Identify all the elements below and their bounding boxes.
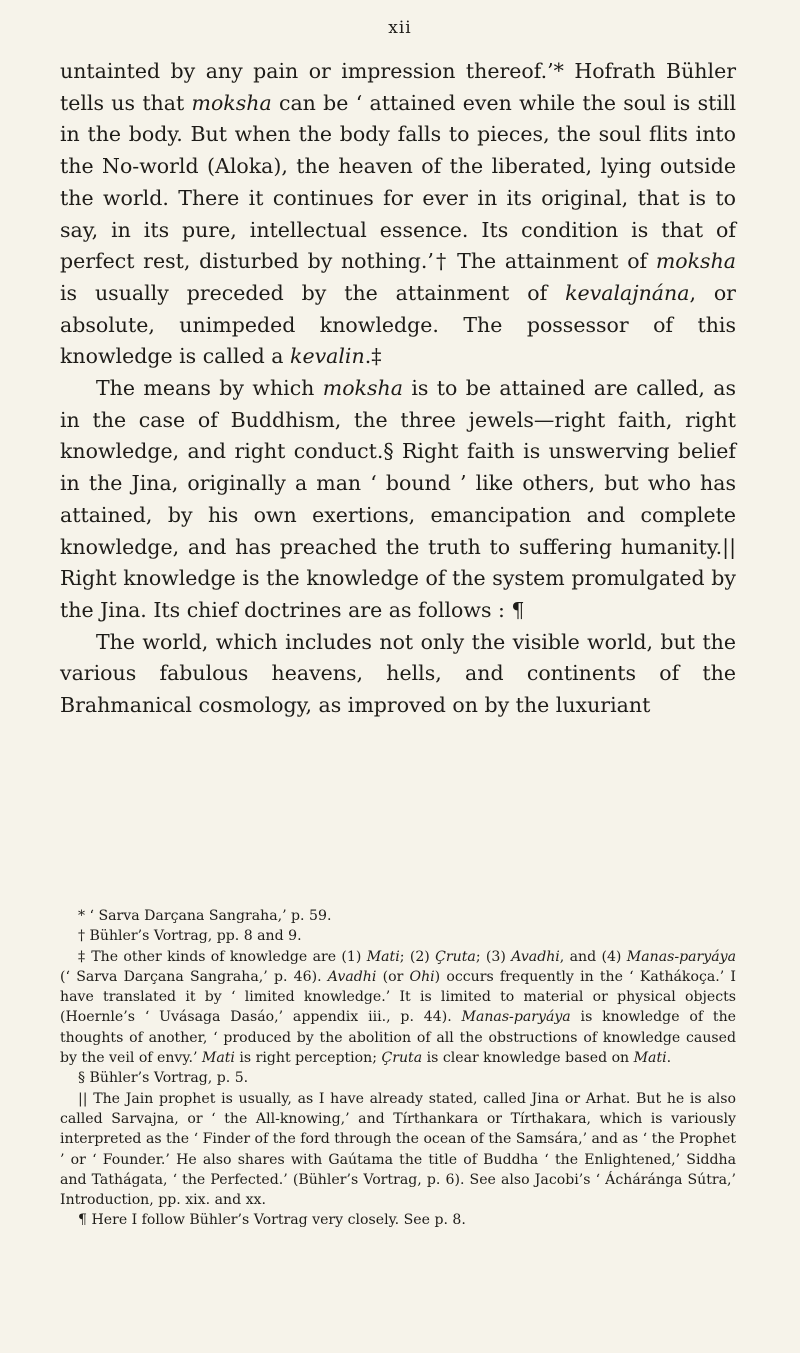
text-run: † Bühler’s Vortrag, pp. 8 and 9. — [78, 928, 302, 945]
text-run: .‡ — [364, 344, 382, 369]
italic-term: moksha — [322, 376, 403, 401]
text-run: , and (4) — [559, 948, 627, 965]
text-run: ¶ Here I follow Bühler’s Vortrag very closely. See p. 8. — [78, 1212, 466, 1229]
text-run: || The Jain prophet is usually, as I have already stated, called Jina or Arhat. But he is also called Sarvajna, or ‘ the All-knowing,’ and Tírthankara or Tírthakara, which is variously interpreted as the ‘ Finder of the ford through the ocean of the Samsára,’ and as ‘ the Prophet ’ or ‘ Founder.’ He also shares with Gaútama the title of Buddha ‘ the Enlightened,’ Siddha and Tathágata, ‘ the Perfected.’ (Bühler’s Vortrag, p. 6). See also Jacobi’s ‘ Ácháránga Sútra,’ Introduction, pp. xix. and xx. — [60, 1090, 736, 1209]
footnote — [60, 947, 736, 1069]
text-run: ; (2) — [399, 948, 436, 965]
italic-term: Avadhi — [511, 948, 560, 965]
text-run: is to be attained are called, as in the case of Buddhism, the three jewels—right faith, right knowledge, and right conduct.§ Right faith is unswerving belief in the Jina, originally a man ‘ bound ’ like others, but who has attained, by his own exertions, emancipation and complete knowledge, and has preached the truth to suffering humanity.|| Right knowledge is the knowledge of the system promulgated by the Jina. Its chief doctrines are as follows : ¶ — [60, 376, 736, 622]
text-run: is right perception; — [234, 1050, 382, 1067]
text-run: . — [666, 1050, 672, 1067]
paragraph — [60, 56, 736, 373]
text-run: The world, which includes not only the visible world, but the various fabulous heavens, hells, and continents of the Brahmanical cosmology, as improved on by the luxuriant — [60, 629, 736, 718]
footnotes — [60, 906, 736, 1231]
italic-term: Mati — [633, 1050, 667, 1067]
page-number: xii — [388, 18, 412, 38]
text-run: untainted by any pain or impression thereof.’* Hofrath Bühler tells us that — [60, 59, 736, 115]
italic-term: moksha — [655, 249, 736, 274]
italic-term: Avadhi — [327, 968, 377, 985]
italic-term: Manas-paryáya — [461, 1009, 571, 1026]
text-run: § Bühler’s Vortrag, p. 5. — [78, 1070, 249, 1087]
italic-term: Çruta — [435, 948, 476, 965]
footnote — [60, 1089, 736, 1211]
text-run: ; (3) — [475, 948, 512, 965]
text-run: The means by which — [96, 376, 323, 401]
text-run: is knowledge of the thoughts of another, ‘ produced by the abolition of all the obstructions of knowledge caused by the veil of envy.’ — [60, 1009, 736, 1067]
footnote — [60, 926, 736, 946]
italic-term: kevalajnána — [565, 280, 690, 305]
text-run: , or absolute, unimpeded knowledge. The possessor of this knowledge is called a — [60, 280, 736, 369]
italic-term: Çruta — [381, 1050, 423, 1067]
italic-term: Ohi — [409, 968, 435, 985]
text-run: can be ‘ attained even while the soul is still in the body. But when the body falls to pieces, the soul flits into the No-world (Aloka), the heaven of the liberated, lying outside the world. There it continues for ever in its original, that is to say, in its pure, intellectual essence. Its condition is that of perfect rest, disturbed by nothing.’† The attainment of — [60, 90, 737, 274]
paragraph — [60, 627, 736, 722]
italic-term: kevalin — [290, 344, 365, 369]
text-run: ) occurs frequently in the ‘ Kathákoça.’ I have translated it by ‘ limited knowledge.’ It is limited to material or physical objects (Hoernle’s ‘ Uvásaga Dasáo,’ appendix iii., p. 44). — [60, 968, 736, 1026]
footnote — [60, 1068, 736, 1088]
italic-term: Mati — [201, 1050, 235, 1067]
italic-term: Mati — [366, 948, 400, 965]
footnote — [60, 1210, 736, 1230]
italic-term: Manas-paryáya — [626, 948, 736, 965]
text-run: is clear knowledge based on — [422, 1050, 634, 1067]
text-run: (or — [376, 968, 410, 985]
text-run: (‘ Sarva Darçana Sangraha,’ p. 46). — [60, 968, 328, 985]
italic-term: moksha — [191, 90, 272, 115]
main-text — [60, 56, 736, 722]
footnote — [60, 906, 736, 926]
text-run: is usually preceded by the attainment of — [60, 280, 566, 305]
paragraph — [60, 373, 736, 627]
text-run: ‡ The other kinds of knowledge are (1) — [78, 948, 367, 965]
text-run: * ‘ Sarva Darçana Sangraha,’ p. 59. — [78, 908, 332, 924]
